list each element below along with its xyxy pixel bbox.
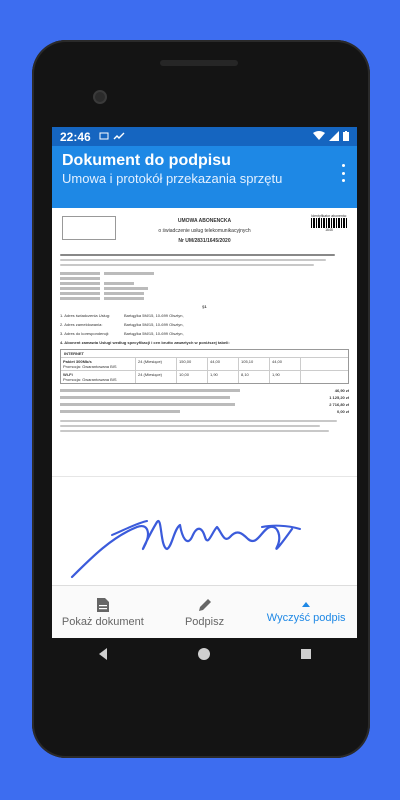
back-icon[interactable]	[96, 647, 110, 661]
signature-canvas[interactable]	[52, 476, 357, 588]
nav-show-document[interactable]	[52, 586, 154, 638]
total-2: 1 125,20 zł	[329, 395, 349, 400]
app-screen	[52, 127, 357, 638]
barcode-label: Identyfikator abonenta:	[311, 214, 347, 218]
signature-stroke	[52, 477, 357, 587]
doc-heading-3: Nr UM/2831/1645/2020	[178, 238, 231, 244]
barcode	[311, 214, 347, 232]
total-4: 0,00 zł	[336, 409, 349, 414]
total-3: 2 716,80 zł	[329, 402, 349, 407]
section-number: §1	[202, 304, 207, 309]
doc-heading-1: UMOWA ABONENCKA	[177, 218, 232, 224]
address-value-2: Bartąg/ka 5M/15, 10-699 Olsztyn,	[124, 322, 184, 327]
notification-icon	[99, 130, 109, 144]
bottom-navigation	[52, 585, 357, 638]
address-label-3: 3. Adres do korespondencji:	[60, 331, 110, 336]
total-1: 46,90 zł	[334, 388, 349, 393]
overflow-menu-icon[interactable]	[337, 164, 349, 182]
table-row: Pakiet 300Mb/s Promocja: Gwarantowana BIS 24 (Miesiące) 150,00 44,00 105,10 44,00	[61, 357, 348, 370]
document-preview	[52, 208, 357, 484]
battery-icon	[343, 130, 349, 144]
section-4-text: 4. Abonent zamawia Usługi według specyfikacji i cen brutto zawartych w poniższej tabeli:	[60, 340, 230, 345]
pen-icon	[197, 597, 213, 613]
document-icon	[96, 597, 110, 613]
table-header: INTERNET	[64, 351, 84, 356]
nav-label-clear-signature: Wyczyść podpis	[266, 611, 346, 624]
table-row: Wi-Fi Promocja: Gwarantowana BIS 24 (Miesiące) 10,00 1,90 8,10 1,90	[61, 370, 348, 383]
logo-placeholder-box	[62, 216, 116, 240]
nav-label-sign: Podpisz	[184, 615, 225, 628]
page-subtitle: Umowa i protokół przekazania sprzętu	[62, 171, 283, 186]
system-navigation-bar	[52, 638, 357, 670]
doc-heading-2: o świadczenie usług telekomunikacyjnych	[158, 228, 251, 234]
barcode-number: 1645	[325, 228, 333, 232]
address-label-2: 2. Adres zameldowania:	[60, 322, 103, 327]
recents-icon[interactable]	[299, 647, 313, 661]
page-title: Dokument do podpisu	[62, 152, 231, 169]
app-bar	[52, 146, 357, 208]
wifi-icon	[313, 130, 325, 144]
trend-icon	[113, 130, 125, 144]
services-table	[60, 349, 349, 384]
front-camera	[93, 90, 107, 104]
address-label-1: 1. Adres świadczenia Usług:	[60, 313, 111, 318]
address-value-1: Bartąg/ka 5M/15, 10-699 Olsztyn,	[124, 313, 184, 318]
clock: 22:46	[60, 129, 91, 144]
phone-speaker	[160, 60, 238, 66]
nav-sign[interactable]	[154, 586, 256, 638]
nav-label-show-document: Pokaż dokument	[61, 615, 144, 628]
status-bar	[52, 127, 357, 146]
address-value-3: Bartąg/ka 5M/15, 10-699 Olsztyn,	[124, 331, 184, 336]
signal-icon	[329, 130, 339, 144]
nav-clear-signature[interactable]	[255, 586, 357, 638]
home-icon[interactable]	[197, 647, 211, 661]
clear-icon	[301, 601, 311, 609]
